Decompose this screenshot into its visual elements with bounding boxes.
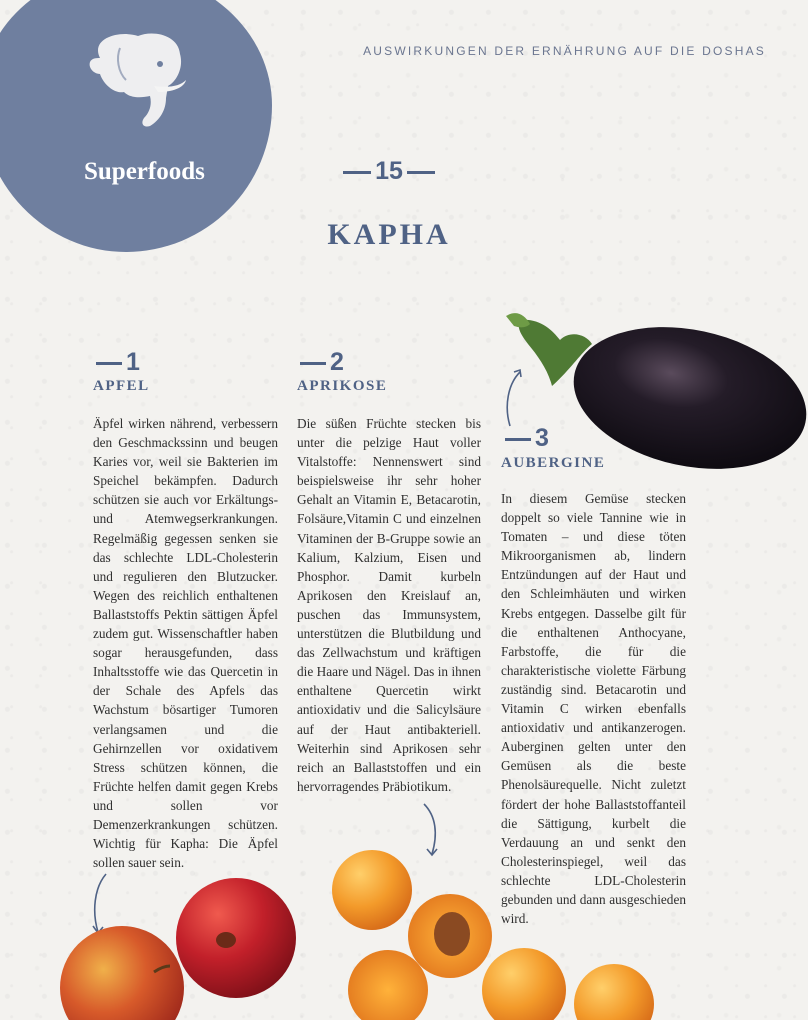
section-1-number <box>96 348 140 377</box>
arrow-up-icon <box>500 366 530 430</box>
running-title: AUSWIRKUNGEN DER ERNÄHRUNG AUF DIE DOSHAS <box>363 44 766 58</box>
section-2-heading: APRIKOSE <box>297 378 388 394</box>
section-2-bar <box>300 362 326 365</box>
elephant-icon <box>80 28 192 136</box>
page-number-value: 15 <box>375 157 403 185</box>
dash-left <box>343 171 371 174</box>
section-3-number-value: 3 <box>535 424 549 452</box>
page-title: KAPHA <box>327 218 451 251</box>
section-2-number-value: 2 <box>330 348 344 376</box>
section-2-text: Die süßen Früchte stecken bis unter die pelzige Haut voller Vitalstoffe: Nennenswert sind beispielsweise ihr sehr hoher Gehalt an Vitamin E, Betacarotin, Folsäure,Vitamin C und einzelnen Vitaminen der B-Gruppe sowie an Kalium, Kalzium, Eisen und Phosphor. Damit kurbeln Aprikosen den Kreislauf an, puschen das Immunsystem, unterstützen die Blutbildung und das Zellwachstum und kräftigen die Haare und Nägel. Das in ihnen enthaltene Quercetin wirkt antioxidativ und die Salicylsäure auf der Haut antibakteriell. Weiterhin sind Aprikosen sehr reich an Ballaststoffen und ein hervorragendes Präbiotikum. <box>297 416 481 794</box>
page-number <box>336 157 442 186</box>
section-1-number-value: 1 <box>126 348 140 376</box>
section-2-number <box>300 348 344 377</box>
apricots-image <box>330 844 660 1020</box>
section-1-text: Äpfel wirken nährend, verbessern den Geschmackssinn und beugen Karies vor, weil sie Bakterien im Speichel bekämpfen. Dadurch schützen sie auch vor Erkältungs- und Atemwegserkrankungen. Regelmäßig gegessen senken sie das schlechte LDL-Cholesterin und regulieren den Blutzucker. Wegen des reichlich enthaltenen Ballaststoffs Pektin sättigen Äpfel zudem gut. Wissenschaftler haben sogar herausgefunden, dass Inhaltsstoffe wie das Quercetin in der Schale des Apfels das Wachstum bösartiger Tumoren verlangsamen und die Gehirnzellen vor oxidativem Stress schützen können, die Früchte helfen damit gegen Krebs und sollen vor Demenzerkrankungen schützen. Wichtig für Kapha: Die Äpfel sollen sauer sein. <box>93 416 278 871</box>
section-1-bar <box>96 362 122 365</box>
section-3-heading: AUBERGINE <box>501 455 606 471</box>
section-1-heading: APFEL <box>93 378 150 394</box>
apples-image <box>56 876 306 1020</box>
section-3-text: In diesem Gemüse stecken doppelt so viele Tannine wie in Tomaten – und diese töten Mikroorganismen ab, lindern Entzündungen auf der Haut und den Schleimhäuten und wirken Krebs entgegen. Dasselbe gilt für die enthaltenen Anthocyane, Farbstoffe, die für die charakteristische violette Färbung zuständig sind. Betacarotin und Vitamin C wirken ebenfalls antioxidativ und antikanzerogen. Auberginen gelten unter den Gemüsen als die beste Phenolsäurequelle. Nicht zuletzt fördert der hohe Ballaststoffanteil die Sättigung, kurbelt die Verdauung an und senkt den Cholesterinspiegel, weil das schlechte LDL-Cholesterin gebunden und dann ausgeschieden wird. <box>501 491 686 927</box>
section-3-bar <box>505 438 531 441</box>
dash-right <box>407 171 435 174</box>
badge-title: Superfoods <box>84 158 205 185</box>
